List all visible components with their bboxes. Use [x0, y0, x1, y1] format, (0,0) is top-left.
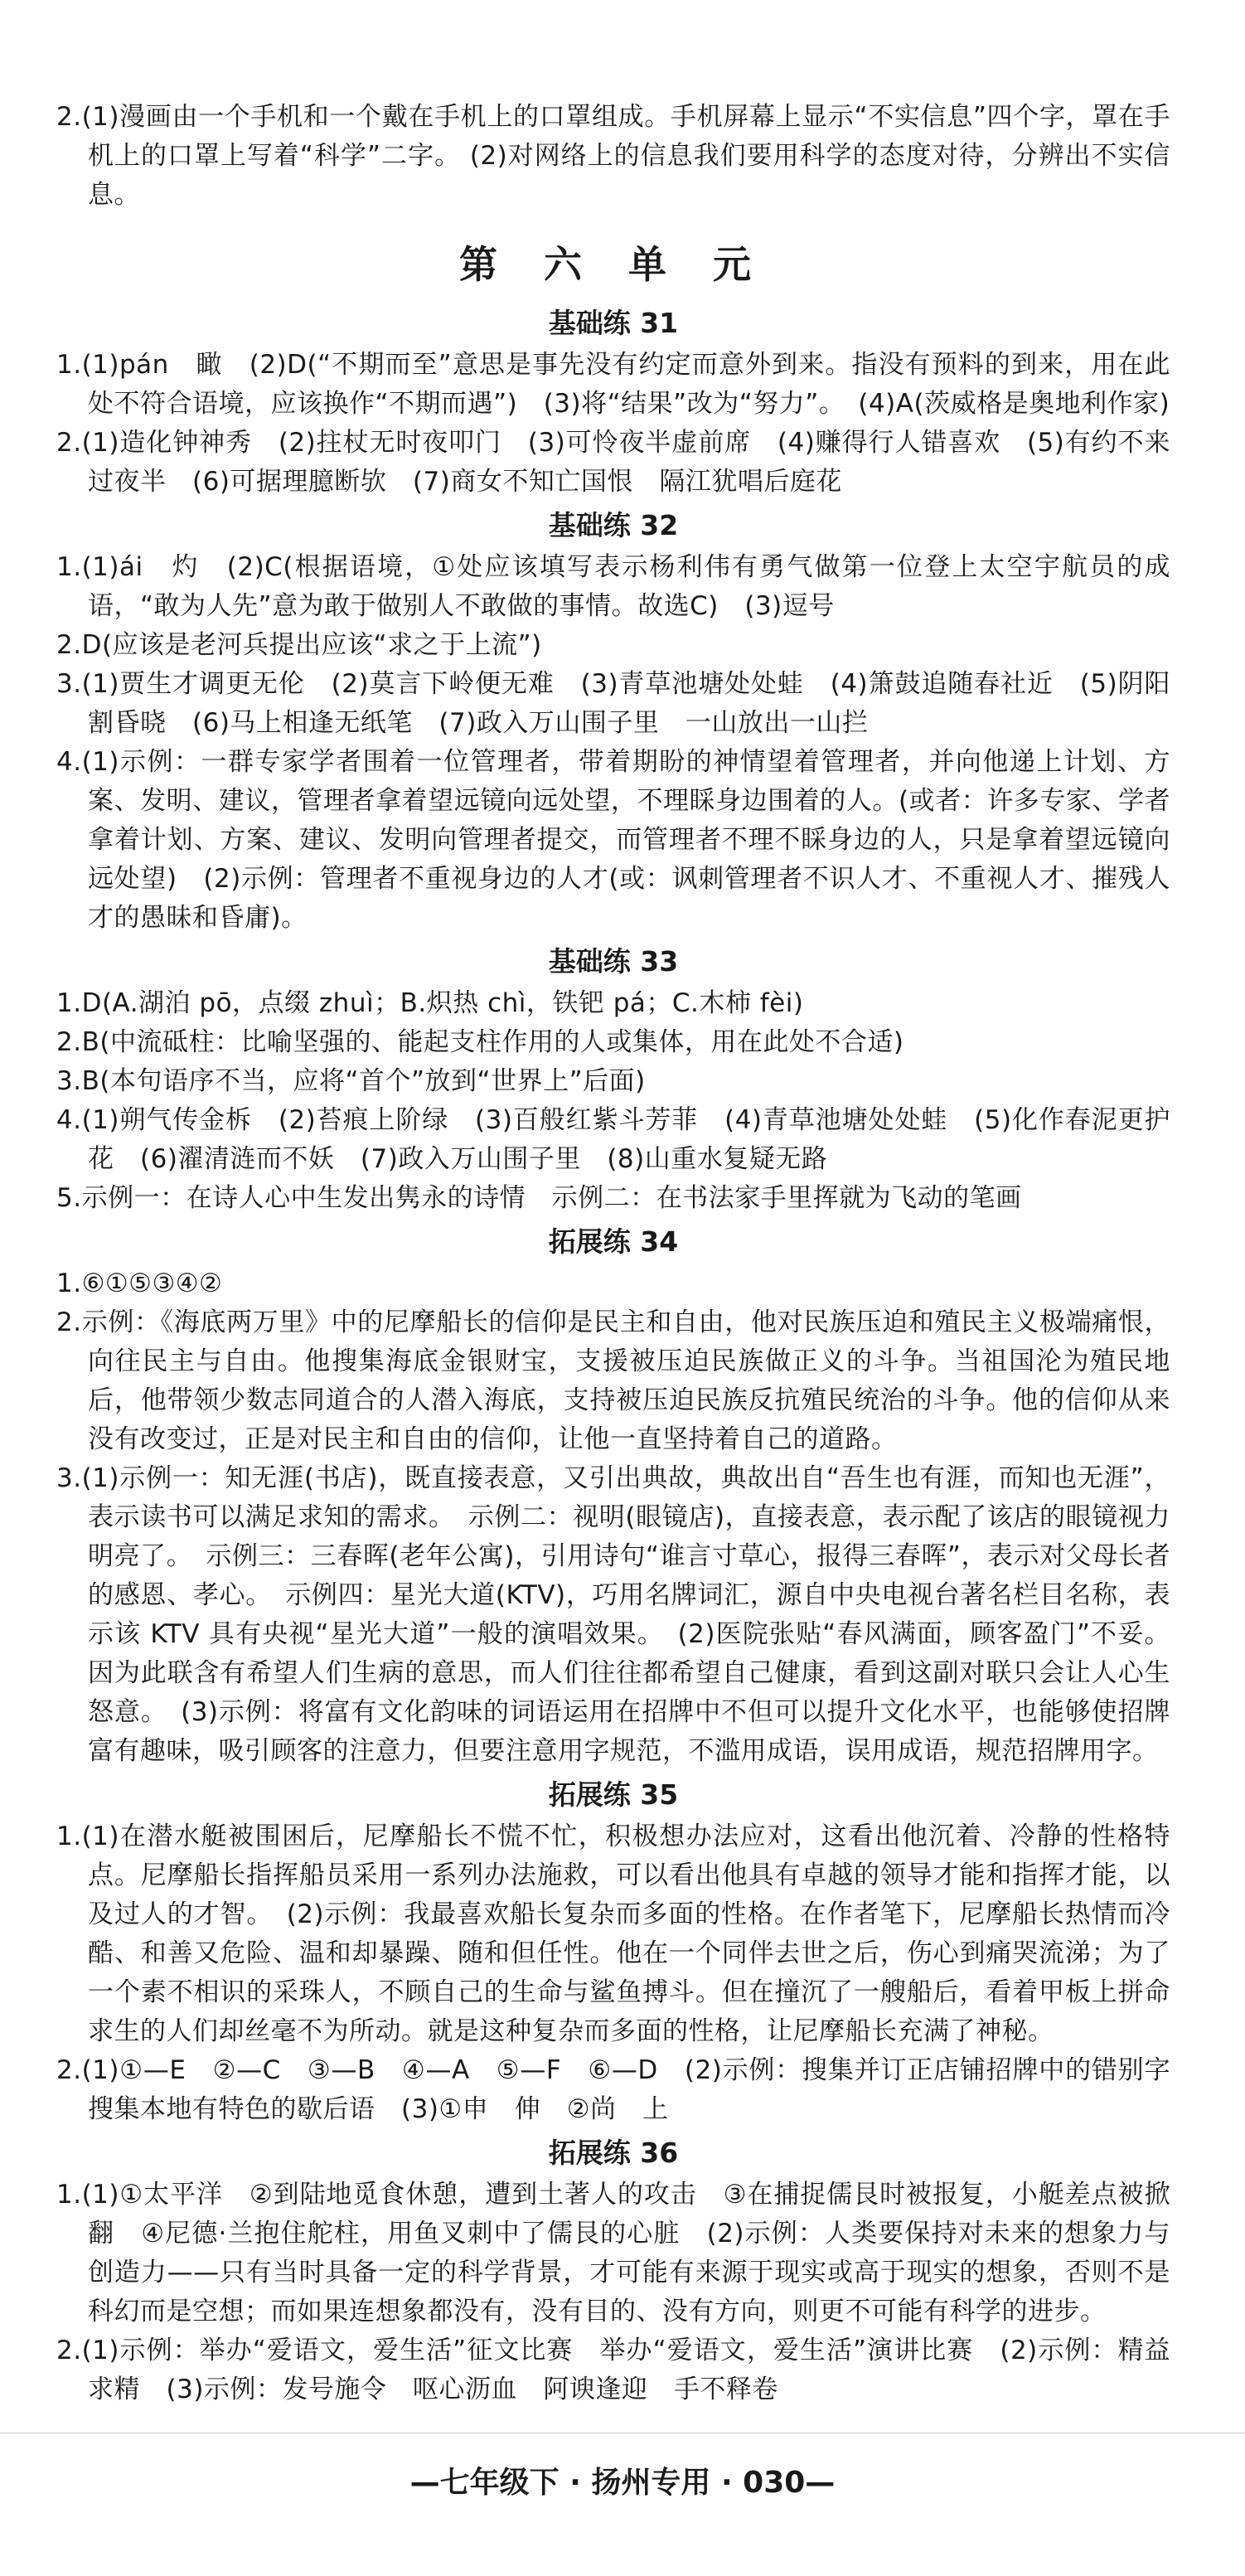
section-basic-33	[56, 941, 1170, 1218]
answer-item: 3.(1)示例一：知无涯(书店)，既直接表意，又引出典故，典故出自“吾生也有涯，而知也无涯”，表示读书可以满足求知的需求。 示例二：视明(眼镜店)，直接表意，表示配了该店的眼镜视力明亮了。 示例三：三春晖(老年公寓)，引用诗句“谁言寸草心，报得三春晖”，表示对父母长者的感恩、孝心。 示例四：星光大道(KTV)，巧用名牌词汇，源自中央电视台著名栏目名称，表示该 KTV 具有央视“星光大道”一般的演唱效果。 (2)医院张贴“春风满面，顾客盈门”不妥。因为此联含有希望人们生病的意思，而人们往往都希望自己健康，看到这副对联只会让人心生怒意。 (3)示例：将富有文化韵味的词语运用在招牌中不但可以提升文化水平，也能够使招牌富有趣味，吸引顾客的注意力，但要注意用字规范，不滥用成语，误用成语，规范招牌用字。	[56, 1463, 1170, 1766]
answer-item: 4.(1)朔气传金柝 (2)苔痕上阶绿 (3)百般红紫斗芳菲 (4)青草池塘处处蛙 (5)化作春泥更护花 (6)濯清涟而不妖 (7)政入万山围子里 (8)山重水复疑无路	[56, 1105, 1170, 1174]
answer-item: 2.D(应该是老河兵提出应该“求之于上流”)	[56, 630, 542, 660]
unit-title: 第 六 单 元	[458, 242, 768, 287]
section-basic-31	[56, 303, 1170, 502]
content	[56, 98, 1197, 2409]
intro-item-2: 2.(1)漫画由一个手机和一个戴在手机上的口罩组成。手机屏幕上显示“不实信息”四个字，罩在手机上的口罩上写着“科学”二字。 (2)对网络上的信息我们要用科学的态度对待，分辨出不实信息。	[56, 102, 1170, 210]
section-basic-32	[56, 505, 1170, 938]
answer-item: 1.(1)ái 灼 (2)C(根据语境，①处应该填写表示杨利伟有勇气做第一位登上太空宇航员的成语，“敢为人先”意为敢于做别人不敢做的事情。故选C) (3)逗号	[56, 552, 1170, 621]
answer-item: 5.示例一：在诗人心中生发出隽永的诗情 示例二：在书法家手里挥就为飞动的笔画	[56, 1183, 1022, 1213]
answer-item: 1.D(A.湖泊 pō，点缀 zhuì；B.炽热 chì，铁钯 pá；C.木柿 fèi)	[56, 988, 804, 1018]
answer-item: 3.(1)贾生才调更无伦 (2)莫言下岭便无难 (3)青草池塘处处蛙 (4)箫鼓追随春社近 (5)阴阳割昏晓 (6)马上相逢无纸笔 (7)政入万山围子里 一山放出一山拦	[56, 669, 1170, 738]
section-extension-36	[56, 2132, 1170, 2409]
answer-item: 4.(1)示例：一群专家学者围着一位管理者，带着期盼的神情望着管理者，并向他递上计划、方案、发明、建议，管理者拿着望远镜向远处望，不理睬身边围着的人。(或者：许多专家、学者拿着计划、方案、建议、发明向管理者提交，而管理者不理不睬身边的人，只是拿着望远镜向远处望) (2)示例：管理者不重视身边的人才(或：讽刺管理者不识人才、不重视人才、摧残人才的愚昧和昏庸)。	[56, 747, 1170, 933]
section-extension-34	[56, 1221, 1170, 1771]
answer-item: 2.B(中流砥柱：比喻坚强的、能起支柱作用的人或集体，用在此处不合适)	[56, 1027, 904, 1057]
answer-item: 1.(1)pán 瞰 (2)D(“不期而至”意思是事先没有约定而意外到来。指没有预料的到来，用在此处不符合语境，应该换作“不期而遇”) (3)将“结果”改为“努力”。 (4)A(茨威格是奥地利作家)	[56, 350, 1170, 419]
section-title: 基础练 31	[548, 307, 679, 339]
section-title: 拓展练 34	[548, 1225, 679, 1258]
answer-item: 1.⑥①⑤③④②	[56, 1269, 223, 1298]
section-title: 拓展练 36	[548, 2137, 679, 2169]
answer-item: 2.(1)示例：举办“爱语文，爱生活”征文比赛 举办“爱语文，爱生活”演讲比赛 (2)示例：精益求精 (3)示例：发号施令 呕心沥血 阿谀逢迎 手不释卷	[56, 2336, 1170, 2404]
section-title: 拓展练 35	[548, 1778, 679, 1811]
answer-item: 1.(1)①太平洋 ②到陆地觅食休憩，遭到土著人的攻击 ③在捕捉儒艮时被报复，小艇差点被掀翻 ④尼德·兰抱住舵柱，用鱼叉刺中了儒艮的心脏 (2)示例：人类要保持对未来的想象力与创造力——只有当时具备一定的科学背景，才可能有来源于现实或高于现实的想象，否则不是科幻而是空想；而如果连想象都没有，没有目的、没有方向，则更不可能有科学的进步。	[56, 2180, 1170, 2326]
answer-item: 1.(1)在潜水艇被围困后，尼摩船长不慌不忙，积极想办法应对，这看出他沉着、冷静的性格特点。尼摩船长指挥船员采用一系列办法施救，可以看出他具有卓越的领导才能和指挥才能，以及过人的才智。 (2)示例：我最喜欢船长复杂而多面的性格。在作者笔下，尼摩船长热情而冷酷、和善又危险、温和却暴躁、随和但任性。他在一个同伴去世之后，伤心到痛哭流涕；为了一个素不相识的采珠人，不顾自己的生命与鲨鱼搏斗。但在撞沉了一艘船后，看着甲板上拼命求生的人们却丝毫不为所动。就是这种复杂而多面的性格，让尼摩船长充满了神秘。	[56, 1822, 1170, 2046]
answer-item: 3.B(本句语序不当，应将“首个”放到“世界上”后面)	[56, 1066, 646, 1096]
section-title: 基础练 32	[548, 509, 679, 541]
answer-item: 2.示例：《海底两万里》中的尼摩船长的信仰是民主和自由，他对民族压迫和殖民主义极端痛恨，向往民主与自由。他搜集海底金银财宝，支援被压迫民族做正义的斗争。当祖国沦为殖民地后，他带领少数志同道合的人潜入海底，支持被压迫民族反抗殖民统治的斗争。他的信仰从来没有改变过，正是对民主和自由的信仰，让他一直坚持着自己的道路。	[56, 1307, 1170, 1454]
answer-item: 2.(1)①—E ②—C ③—B ④—A ⑤—F ⑥—D (2)示例：搜集并订正店铺招牌中的错别字 搜集本地有特色的歇后语 (3)①申 伸 ②尚 上	[56, 2055, 1197, 2124]
page-footer: —七年级下 · 扬州专用 · 030—	[409, 2466, 836, 2500]
section-extension-35	[56, 1774, 1197, 2129]
answer-item: 2.(1)造化钟神秀 (2)拄杖无时夜叩门 (3)可怜夜半虚前席 (4)赚得行人错喜欢 (5)有约不来过夜半 (6)可据理臆断欤 (7)商女不知亡国恨 隔江犹唱后庭花	[56, 428, 1170, 497]
section-title: 基础练 33	[548, 945, 679, 978]
